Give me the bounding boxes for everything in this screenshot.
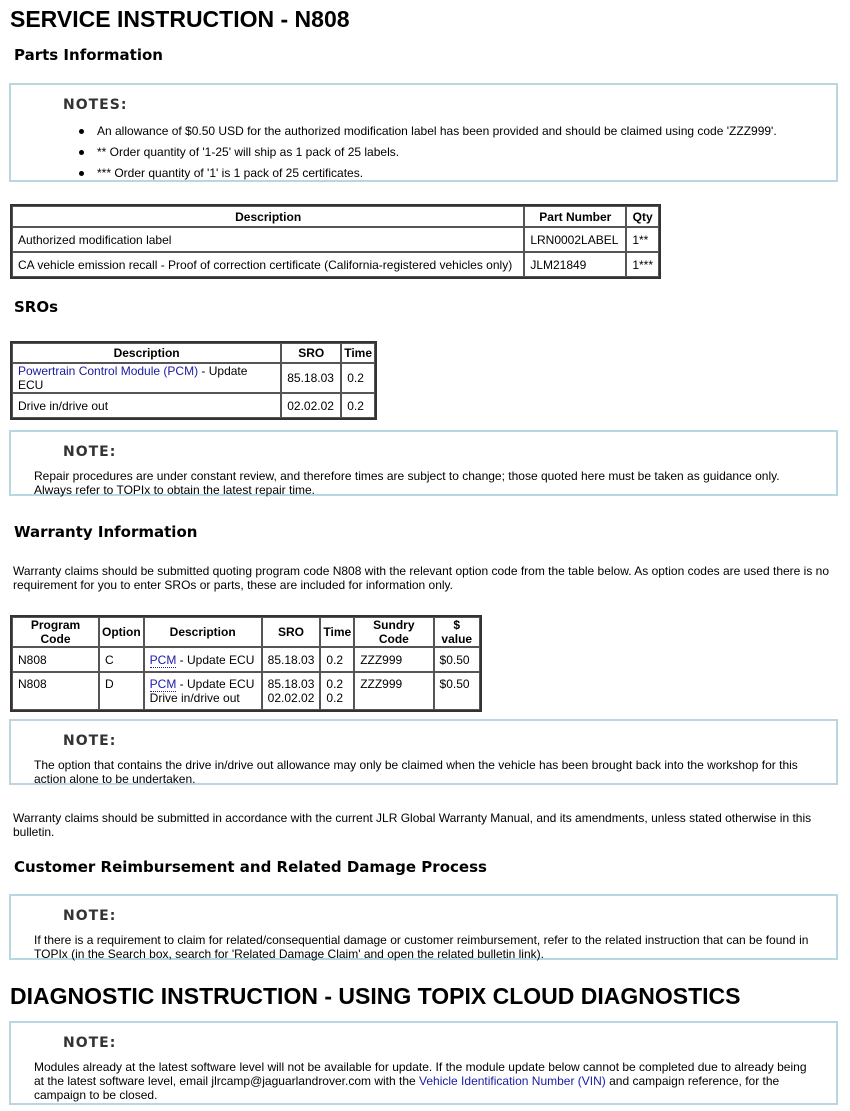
table-cell: LRN0002LABEL: [524, 227, 626, 252]
cell-text: 85.18.03: [267, 677, 315, 691]
table-cell: N808: [12, 647, 99, 672]
cell-text: 0.2: [326, 691, 344, 705]
column-header: Program Code: [12, 617, 99, 647]
table-cell: $0.50: [434, 672, 480, 710]
notes-list: [71, 121, 777, 184]
note-text: Repair procedures are under constant review, and therefore times are subject to change; those quoted here must be taken as guidance only. Always refer to TOPIx to obtain the latest repair time.: [34, 469, 780, 497]
cell-text: - Update ECU: [176, 677, 255, 691]
column-header: Sundry Code: [354, 617, 433, 647]
note-text-part: Modules already at the latest software level will not be available for update. If the module update below cannot be completed due to already being at the latest software level, email jlrcamp@jaguarlandrover.com with the: [34, 1060, 807, 1088]
parts-notes-box: [9, 83, 838, 182]
pcm-abbr[interactable]: PCM: [149, 677, 177, 691]
cell-text: 0.2: [326, 677, 344, 691]
note-text: If there is a requirement to claim for related/consequential damage or customer reimbursement, refer to the related instruction that can be found in TOPIx (in the Search box, search for 'Related Damage Claim' and open the related bulletin link).: [34, 933, 809, 961]
table-cell: 0.2: [341, 363, 375, 393]
table-cell: 1**: [626, 227, 659, 252]
note-title: NOTE:: [63, 444, 117, 460]
customer-heading: Customer Reimbursement and Related Damage Process: [14, 858, 487, 876]
cell-text: Drive in/drive out: [149, 691, 240, 705]
column-header: $ value: [434, 617, 480, 647]
vin-link[interactable]: Vehicle Identification Number (VIN): [419, 1074, 606, 1088]
pcm-link[interactable]: Powertrain Control Module (PCM): [18, 364, 199, 378]
table-cell: 0.2: [341, 393, 375, 418]
warranty-heading: Warranty Information: [14, 523, 198, 541]
table-row: [12, 393, 375, 418]
table-cell: $0.50: [434, 647, 480, 672]
column-header: Time: [341, 343, 375, 363]
table-cell: Drive in/drive out: [12, 393, 281, 418]
column-header: SRO: [262, 617, 321, 647]
parts-heading: Parts Information: [14, 46, 163, 64]
table-cell: [12, 363, 281, 393]
table-cell: JLM21849: [524, 252, 626, 277]
notes-title: NOTES:: [63, 97, 128, 113]
parts-table: [10, 204, 661, 279]
table-cell: [320, 672, 354, 710]
cell-text: 02.02.02: [267, 691, 315, 705]
table-cell: CA vehicle emission recall - Proof of correction certificate (California-registered vehicles only): [12, 252, 524, 277]
sros-heading: SROs: [14, 298, 59, 316]
table-cell: 85.18.03: [281, 363, 341, 393]
table-cell: 1***: [626, 252, 659, 277]
table-row: [12, 363, 375, 393]
table-cell: ZZZ999: [354, 672, 433, 710]
column-header: Qty: [626, 206, 659, 227]
column-header: Description: [144, 617, 262, 647]
table-row: [12, 672, 480, 710]
warranty-table: [10, 615, 482, 712]
note-title: NOTE:: [63, 733, 117, 749]
customer-note-box: [9, 894, 838, 960]
table-row: [12, 227, 659, 252]
column-header: Description: [12, 206, 524, 227]
table-row: [12, 252, 659, 277]
table-cell: ZZZ999: [354, 647, 433, 672]
table-cell: Authorized modification label: [12, 227, 524, 252]
column-header: Part Number: [524, 206, 626, 227]
warranty-outro: Warranty claims should be submitted in accordance with the current JLR Global Warranty Manual, and its amendments, unless stated otherwise in this bulletin.: [13, 811, 812, 839]
table-cell: D: [99, 672, 144, 710]
note-text: The option that contains the drive in/drive out allowance may only be claimed when the vehicle has been brought back into the workshop for this action alone to be undertaken.: [34, 758, 798, 786]
list-item: An allowance of $0.50 USD for the authorized modification label has been provided and should be claimed using code 'ZZZ999'.: [71, 121, 777, 142]
table-cell: 85.18.03: [262, 647, 321, 672]
warranty-intro: Warranty claims should be submitted quoting program code N808 with the relevant option code from the table below. As option codes are used there is no requirement for you to enter SROs or parts, these are included for information only.: [13, 564, 830, 592]
note-text: [34, 1060, 816, 1102]
list-item: *** Order quantity of '1' is 1 pack of 25 certificates.: [71, 163, 777, 184]
table-cell: [144, 672, 262, 710]
table-cell: [262, 672, 321, 710]
diagnostic-title: DIAGNOSTIC INSTRUCTION - USING TOPIX CLOUD DIAGNOSTICS: [10, 983, 741, 1009]
cell-text: - Update ECU: [18, 364, 248, 392]
note-text-part: and campaign reference, for the campaign to be closed.: [34, 1074, 780, 1102]
cell-text: - Update ECU: [176, 652, 255, 667]
table-cell: N808: [12, 672, 99, 710]
table-cell: [144, 647, 262, 672]
note-title: NOTE:: [63, 1035, 117, 1051]
column-header: Option: [99, 617, 144, 647]
table-cell: C: [99, 647, 144, 672]
table-cell: 0.2: [320, 647, 354, 672]
diagnostic-note-box: [9, 1021, 838, 1105]
column-header: SRO: [281, 343, 341, 363]
column-header: Description: [12, 343, 281, 363]
table-row: [12, 647, 480, 672]
pcm-abbr[interactable]: PCM: [149, 652, 177, 667]
sros-table: [10, 341, 377, 420]
note-title: NOTE:: [63, 908, 117, 924]
sros-note-box: [9, 430, 838, 496]
column-header: Time: [320, 617, 354, 647]
table-cell: 02.02.02: [281, 393, 341, 418]
list-item: ** Order quantity of '1-25' will ship as 1 pack of 25 labels.: [71, 142, 777, 163]
page-title: SERVICE INSTRUCTION - N808: [10, 6, 350, 32]
warranty-note-box: [9, 719, 838, 785]
